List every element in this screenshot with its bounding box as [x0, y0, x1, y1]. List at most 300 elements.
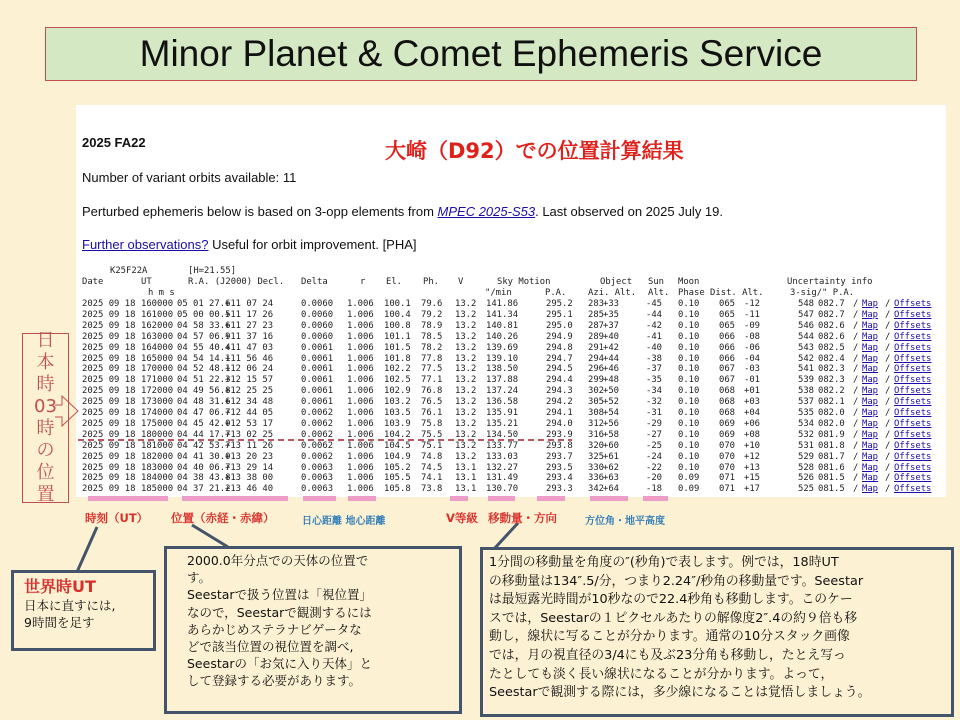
table-cell: 0.0062	[301, 440, 334, 451]
table-cell: 13.2	[455, 342, 477, 353]
table-cell: -04	[744, 353, 761, 364]
offsets-link[interactable]: Offsets	[894, 364, 932, 375]
offsets-link[interactable]: Offsets	[894, 484, 932, 495]
table-cell: 130.70	[486, 484, 519, 495]
table-cell: 2025 09 18	[82, 375, 136, 386]
separator: /	[885, 484, 891, 495]
table-cell: -12	[744, 299, 761, 309]
table-cell: 082.0	[818, 418, 845, 429]
table-cell: 140.26	[486, 331, 519, 342]
table-cell: 0.10	[678, 408, 700, 418]
column-header: Ph.	[423, 277, 440, 287]
jp-heading: 大崎（D92）での位置計算結果	[385, 139, 684, 163]
table-cell: +13 38 00	[225, 473, 274, 484]
table-cell: 0.10	[678, 320, 700, 331]
offsets-link[interactable]: Offsets	[894, 320, 932, 331]
table-cell: 294.9	[546, 331, 573, 342]
table-cell: 04 42 53.7	[177, 440, 231, 451]
separator: /	[885, 309, 891, 320]
table-cell: 04 40 06.7	[177, 462, 231, 473]
table-cell: 161000	[141, 309, 174, 320]
table-cell: 74.8	[421, 451, 443, 462]
table-cell: 294.8	[546, 342, 573, 353]
table-cell: 065	[719, 309, 736, 320]
highlight-time	[88, 496, 168, 501]
column-header: Moon	[678, 277, 700, 287]
table-cell: 1.006	[347, 364, 374, 375]
table-cell: 04 41 30.0	[177, 451, 231, 462]
table-cell: 535	[798, 408, 815, 418]
column-header: V	[458, 277, 464, 287]
map-link[interactable]: Map	[862, 418, 879, 429]
table-cell: 05 01 27.6	[177, 299, 231, 309]
label-time: 時刻（UT）	[85, 511, 149, 525]
table-cell: 04 37 21.2	[177, 484, 231, 495]
separator: /	[885, 451, 891, 462]
highlight-pa	[537, 496, 565, 501]
table-cell: 528	[798, 462, 815, 473]
map-link[interactable]: Map	[862, 375, 879, 386]
highlight-azalt	[590, 496, 628, 501]
table-cell: 0.10	[678, 331, 700, 342]
table-cell: 531	[798, 440, 815, 451]
highlight-delta	[303, 496, 336, 501]
offsets-link[interactable]: Offsets	[894, 462, 932, 473]
motion-callout-line: Seestarで観測する際には，多少線になることは覚悟しましょう。	[489, 685, 871, 701]
separator: /	[885, 408, 891, 418]
table-cell: +12 53 17	[225, 418, 274, 429]
table-cell: -40	[646, 342, 663, 353]
table-cell: +44	[603, 353, 620, 364]
column-subheader: 3-sig/" P.A.	[790, 288, 855, 298]
table-cell: 13.2	[455, 429, 477, 440]
column-header: Object	[600, 277, 633, 287]
table-cell: 1.006	[347, 473, 374, 484]
jst-char: 本	[36, 352, 55, 373]
label-distances: 日心距離 地心距離	[302, 516, 386, 527]
table-cell: 13.2	[455, 408, 477, 418]
table-cell: 131.49	[486, 473, 519, 484]
column-header: UT	[141, 277, 152, 287]
table-cell: +50	[603, 386, 620, 397]
offsets-link[interactable]: Offsets	[894, 309, 932, 320]
table-cell: +11 47 03	[225, 342, 274, 353]
offsets-link[interactable]: Offsets	[894, 353, 932, 364]
ut-callout-title: 世界時UT	[24, 577, 96, 596]
table-cell: -03	[744, 364, 761, 375]
table-cell: 295.1	[546, 309, 573, 320]
table-cell: 082.5	[818, 342, 845, 353]
jst-char: 03	[34, 396, 57, 417]
table-cell: 13.2	[455, 320, 477, 331]
table-cell: 538	[798, 386, 815, 397]
separator: /	[853, 386, 859, 397]
table-cell: 1.006	[347, 386, 374, 397]
table-cell: 73.8	[421, 484, 443, 495]
table-cell: 082.0	[818, 408, 845, 418]
table-cell: 532	[798, 429, 815, 440]
table-cell: -31	[646, 408, 663, 418]
table-cell: 76.1	[421, 408, 443, 418]
table-cell: 105.8	[384, 484, 411, 495]
map-link[interactable]: Map	[862, 353, 879, 364]
table-cell: 066	[719, 331, 736, 342]
table-cell: 0.0063	[301, 484, 334, 495]
position-callout-line: あらかじめステラナビゲータな	[187, 621, 362, 637]
table-cell: 070	[719, 440, 736, 451]
table-cell: 534	[798, 418, 815, 429]
table-cell: 13.2	[455, 375, 477, 386]
table-cell: 0.0063	[301, 462, 334, 473]
table-cell: +04	[744, 408, 761, 418]
table-cell: 135.91	[486, 408, 519, 418]
map-link[interactable]: Map	[862, 309, 879, 320]
table-cell: -20	[646, 473, 663, 484]
perturbed-suffix: . Last observed on 2025 July 19.	[535, 204, 723, 219]
separator: /	[853, 484, 859, 495]
table-cell: 312	[588, 418, 605, 429]
table-cell: +01	[744, 386, 761, 397]
table-cell: 102.9	[384, 386, 411, 397]
table-cell: +15	[744, 473, 761, 484]
table-cell: 330	[588, 462, 605, 473]
table-cell: 13.2	[455, 331, 477, 342]
table-cell: 0.10	[678, 429, 700, 440]
table-cell: 78.5	[421, 331, 443, 342]
table-cell: 160000	[141, 299, 174, 309]
table-cell: 04 38 43.8	[177, 473, 231, 484]
table-cell: 13.2	[455, 353, 477, 364]
table-cell: +12 06 24	[225, 364, 274, 375]
table-cell: 293.5	[546, 462, 573, 473]
table-cell: 13.2	[455, 397, 477, 408]
jst-char: 時	[36, 418, 55, 439]
column-header: Uncertainty info	[787, 277, 873, 287]
table-cell: +08	[744, 429, 761, 440]
table-cell: +35	[603, 309, 620, 320]
table-cell: 0.10	[678, 462, 700, 473]
position-callout	[164, 546, 462, 714]
separator: /	[885, 473, 891, 484]
table-cell: +13 20 23	[225, 451, 274, 462]
table-cell: 294.4	[546, 375, 573, 386]
connector-position	[192, 525, 228, 547]
table-cell: 294.0	[546, 418, 573, 429]
table-cell: 100.4	[384, 309, 411, 320]
position-callout-line: 2000.0年分点での天体の位置で	[187, 553, 369, 568]
table-cell: +12 44 05	[225, 408, 274, 418]
column-header: Delta	[301, 277, 328, 287]
table-cell: 0.10	[678, 375, 700, 386]
table-cell: 0.0061	[301, 364, 334, 375]
table-cell: 75.1	[421, 440, 443, 451]
table-cell: 537	[798, 397, 815, 408]
table-cell: 0.0060	[301, 331, 334, 342]
table-cell: 546	[798, 320, 815, 331]
table-cell: 04 57 06.9	[177, 331, 231, 342]
position-callout-line: なので，Seestarで観測するには	[187, 604, 372, 620]
offsets-link[interactable]: Offsets	[894, 451, 932, 462]
table-cell: 287	[588, 320, 605, 331]
table-cell: 13.2	[455, 440, 477, 451]
table-cell: 069	[719, 418, 736, 429]
separator: /	[885, 397, 891, 408]
table-cell: 071	[719, 484, 736, 495]
table-cell: 1.006	[347, 342, 374, 353]
table-cell: 79.2	[421, 309, 443, 320]
table-cell: 138.50	[486, 364, 519, 375]
separator: /	[853, 309, 859, 320]
ut-callout-line: 日本に直すには,	[24, 598, 116, 613]
table-cell: 285	[588, 309, 605, 320]
offsets-link[interactable]: Offsets	[894, 342, 932, 353]
map-link[interactable]: Map	[862, 342, 879, 353]
highlight-r	[348, 496, 376, 501]
table-cell: 294.1	[546, 408, 573, 418]
table-cell: 316	[588, 429, 605, 440]
table-cell: 139.10	[486, 353, 519, 364]
separator: /	[853, 397, 859, 408]
table-cell: 134.50	[486, 429, 519, 440]
table-cell: 104.5	[384, 440, 411, 451]
label-azalt: 方位角・地平高度	[585, 516, 665, 527]
table-cell: -45	[646, 299, 663, 309]
table-cell: 2025 09 18	[82, 473, 136, 484]
offsets-link[interactable]: Offsets	[894, 375, 932, 386]
table-cell: 299	[588, 375, 605, 386]
table-cell: 082.2	[818, 386, 845, 397]
table-cell: 548	[798, 299, 815, 309]
table-cell: 294.5	[546, 364, 573, 375]
table-cell: 04 58 33.6	[177, 320, 231, 331]
table-cell: 04 54 14.1	[177, 353, 231, 364]
table-cell: 547	[798, 309, 815, 320]
table-cell: -01	[744, 375, 761, 386]
table-cell: 0.0061	[301, 397, 334, 408]
table-cell: 295.2	[546, 299, 573, 309]
table-cell: 0.0060	[301, 309, 334, 320]
table-cell: 0.09	[678, 473, 700, 484]
table-cell: 0.0062	[301, 418, 334, 429]
table-cell: 174000	[141, 408, 174, 418]
table-cell: 2025 09 18	[82, 309, 136, 320]
table-cell: 082.4	[818, 353, 845, 364]
offsets-link[interactable]: Offsets	[894, 408, 932, 418]
offsets-link[interactable]: Offsets	[894, 440, 932, 451]
further-observations-link[interactable]: Further observations?	[82, 237, 209, 252]
table-cell: +58	[603, 429, 620, 440]
table-cell: 543	[798, 342, 815, 353]
table-cell: 171000	[141, 375, 174, 386]
column-subheader: "/min	[485, 288, 512, 298]
table-cell: +42	[603, 342, 620, 353]
table-cell: +62	[603, 462, 620, 473]
map-link[interactable]: Map	[862, 440, 879, 451]
mpec-link[interactable]: MPEC 2025-S53	[437, 204, 536, 219]
separator: /	[853, 473, 859, 484]
connector-motion	[494, 523, 518, 549]
table-cell: 293.8	[546, 440, 573, 451]
offsets-link[interactable]: Offsets	[894, 299, 932, 309]
offsets-link[interactable]: Offsets	[894, 331, 932, 342]
separator: /	[853, 331, 859, 342]
table-cell: 2025 09 18	[82, 429, 136, 440]
table-cell: 102.2	[384, 364, 411, 375]
map-link[interactable]: Map	[862, 364, 879, 375]
table-cell: 76.5	[421, 397, 443, 408]
map-link[interactable]: Map	[862, 331, 879, 342]
table-cell: 081.9	[818, 429, 845, 440]
table-cell: 105.2	[384, 462, 411, 473]
motion-callout-line: たとしても淡く長い線状になることが分かります。よって，	[489, 666, 834, 682]
column-header: r	[360, 277, 366, 287]
table-cell: -22	[646, 462, 663, 473]
offsets-link[interactable]: Offsets	[894, 418, 932, 429]
offsets-link[interactable]: Offsets	[894, 473, 932, 484]
table-cell: 101.5	[384, 342, 411, 353]
table-cell: 305	[588, 397, 605, 408]
table-cell: 13.2	[455, 386, 477, 397]
table-cell: -32	[646, 397, 663, 408]
motion-callout	[480, 547, 954, 717]
ut-callout	[11, 570, 156, 651]
table-cell: 1.006	[347, 484, 374, 495]
table-cell: +54	[603, 408, 620, 418]
table-cell: -38	[646, 353, 663, 364]
table-cell: -25	[646, 440, 663, 451]
table-cell: 75.8	[421, 418, 443, 429]
column-subheader: Azi. Alt.	[588, 288, 637, 298]
offsets-link[interactable]: Offsets	[894, 386, 932, 397]
table-cell: 2025 09 18	[82, 462, 136, 473]
map-link[interactable]: Map	[862, 484, 879, 495]
further-suffix: Useful for orbit improvement. [PHA]	[208, 237, 417, 252]
offsets-link[interactable]: Offsets	[894, 429, 932, 440]
motion-callout-line: 動し，線状に写ることが分かります。通常の10分スタック画像	[489, 629, 850, 645]
table-cell: 1.006	[347, 375, 374, 386]
map-link[interactable]: Map	[862, 397, 879, 408]
position-callout-line: Seestarで扱う位置は「視位置」	[187, 587, 373, 603]
map-link[interactable]: Map	[862, 462, 879, 473]
table-cell: 2025 09 18	[82, 386, 136, 397]
table-cell: 066	[719, 342, 736, 353]
motion-callout-line: では，月の視直径の3/4にも及ぶ23分角も移動し，たとえ写っ	[489, 647, 846, 663]
table-cell: 1.006	[347, 462, 374, 473]
table-cell: 102.5	[384, 375, 411, 386]
header-magnitude: [H=21.55]	[188, 266, 237, 276]
table-cell: 289	[588, 331, 605, 342]
table-cell: -42	[646, 320, 663, 331]
table-cell: 081.5	[818, 473, 845, 484]
separator: /	[885, 342, 891, 353]
table-cell: 320	[588, 440, 605, 451]
highlight-v	[450, 496, 468, 501]
table-cell: 184000	[141, 473, 174, 484]
table-cell: 0.10	[678, 309, 700, 320]
map-link[interactable]: Map	[862, 473, 879, 484]
table-cell: +11 37 16	[225, 331, 274, 342]
table-cell: 082.7	[818, 309, 845, 320]
table-cell: 081.7	[818, 451, 845, 462]
table-cell: 0.0061	[301, 342, 334, 353]
map-link[interactable]: Map	[862, 299, 879, 309]
separator: /	[885, 353, 891, 364]
motion-callout-line: 1分間の移動量を角度の″(秒角)で表します。例では，18時UT	[489, 555, 839, 570]
table-cell: 2025 09 18	[82, 451, 136, 462]
separator: /	[885, 331, 891, 342]
table-cell: 081.8	[818, 440, 845, 451]
column-header: Sun	[648, 277, 665, 287]
table-cell: 04 48 31.6	[177, 397, 231, 408]
map-link[interactable]: Map	[862, 320, 879, 331]
ut-callout-line: 9時間を足す	[24, 615, 95, 631]
table-cell: 173000	[141, 397, 174, 408]
table-cell: -06	[744, 342, 761, 353]
table-cell: 140.81	[486, 320, 519, 331]
map-link[interactable]: Map	[862, 429, 879, 440]
table-cell: 04 52 48.1	[177, 364, 231, 375]
separator: /	[853, 418, 859, 429]
table-cell: 295.0	[546, 320, 573, 331]
table-cell: 0.0060	[301, 320, 334, 331]
table-cell: +13	[744, 462, 761, 473]
table-cell: +13 46 40	[225, 484, 274, 495]
variant-orbits-text: Number of variant orbits available: 11	[82, 170, 297, 185]
separator: /	[885, 375, 891, 386]
separator: /	[885, 440, 891, 451]
table-cell: 2025 09 18	[82, 342, 136, 353]
map-link[interactable]: Map	[862, 451, 879, 462]
table-cell: 74.1	[421, 473, 443, 484]
table-cell: +63	[603, 473, 620, 484]
table-cell: +12 15 57	[225, 375, 274, 386]
table-cell: 539	[798, 375, 815, 386]
table-cell: 137.24	[486, 386, 519, 397]
offsets-link[interactable]: Offsets	[894, 397, 932, 408]
table-cell: +46	[603, 364, 620, 375]
slide-title: Minor Planet & Comet Ephemeris Service	[45, 27, 917, 81]
separator: /	[853, 364, 859, 375]
table-cell: 103.5	[384, 408, 411, 418]
map-link[interactable]: Map	[862, 386, 879, 397]
table-cell: 79.6	[421, 299, 443, 309]
column-header: Sky Motion	[497, 277, 551, 287]
table-cell: 082.1	[818, 397, 845, 408]
jst-char: 日	[36, 330, 55, 351]
table-cell: 103.2	[384, 397, 411, 408]
table-cell: 065	[719, 320, 736, 331]
column-header: Date	[82, 277, 104, 287]
table-cell: +06	[744, 418, 761, 429]
map-link[interactable]: Map	[862, 408, 879, 418]
table-cell: 068	[719, 397, 736, 408]
separator: /	[853, 451, 859, 462]
table-cell: +37	[603, 320, 620, 331]
table-cell: 2025 09 18	[82, 397, 136, 408]
table-cell: +12	[744, 451, 761, 462]
table-cell: +10	[744, 440, 761, 451]
table-cell: 0.0061	[301, 353, 334, 364]
table-cell: 0.10	[678, 364, 700, 375]
table-cell: 2025 09 18	[82, 418, 136, 429]
label-motion: 移動量・方向	[488, 511, 557, 525]
table-cell: 067	[719, 375, 736, 386]
column-header: El.	[386, 277, 403, 287]
table-cell: 068	[719, 408, 736, 418]
table-cell: 293.7	[546, 451, 573, 462]
table-cell: 2025 09 18	[82, 408, 136, 418]
table-cell: 04 49 56.8	[177, 386, 231, 397]
